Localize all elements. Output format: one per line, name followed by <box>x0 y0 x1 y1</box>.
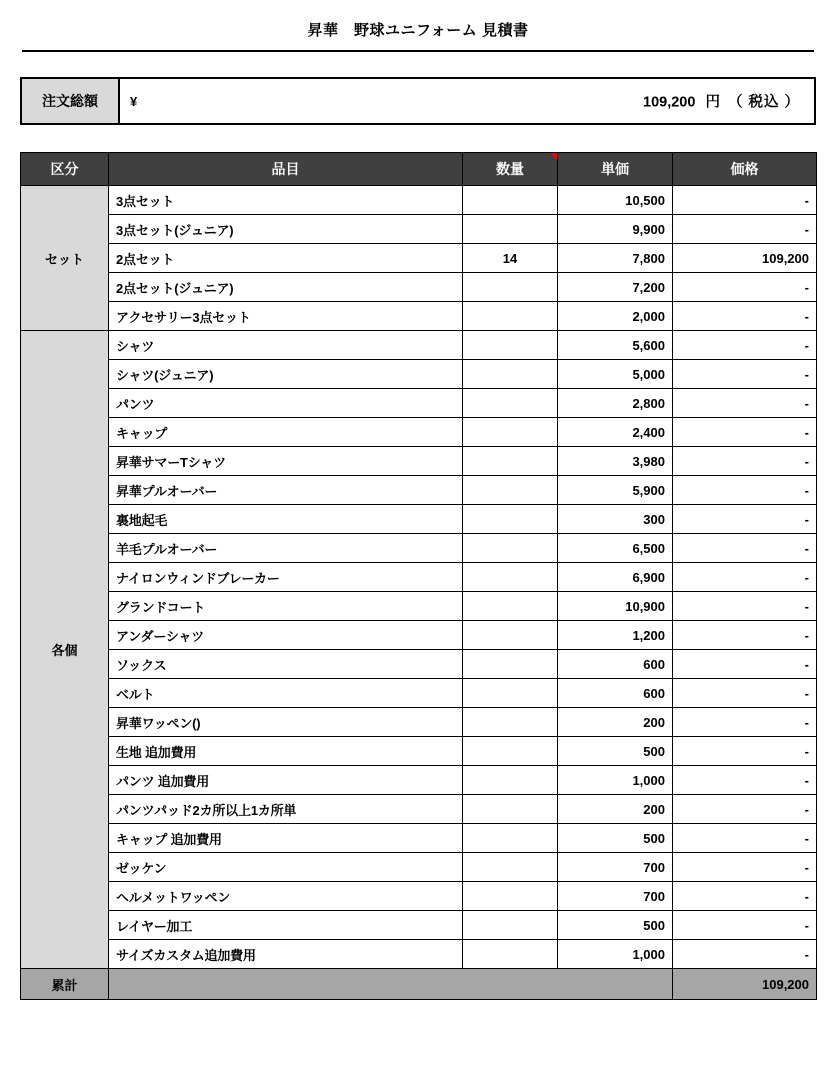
cell-unit-price: 3,980 <box>558 447 673 476</box>
table-row <box>21 650 817 679</box>
cell-item-name: キャップ 追加費用 <box>109 824 463 853</box>
order-total-section <box>20 77 816 125</box>
cell-price: - <box>673 940 817 969</box>
items-table-head <box>21 153 817 186</box>
grand-total-spacer <box>109 969 673 1000</box>
cell-price: - <box>673 621 817 650</box>
cell-unit-price: 9,900 <box>558 215 673 244</box>
cell-quantity[interactable] <box>463 186 558 215</box>
items-section <box>20 152 816 1000</box>
cell-price: - <box>673 215 817 244</box>
cell-price: - <box>673 650 817 679</box>
table-row <box>21 940 817 969</box>
cell-item-name: 昇華プルオーバー <box>109 476 463 505</box>
cell-unit-price: 500 <box>558 911 673 940</box>
cell-unit-price: 1,000 <box>558 940 673 969</box>
cell-unit-price: 700 <box>558 853 673 882</box>
column-header-suryo-label: 数量 <box>496 161 524 177</box>
cell-unit-price: 7,200 <box>558 273 673 302</box>
table-row <box>21 418 817 447</box>
cell-quantity[interactable] <box>463 360 558 389</box>
table-row <box>21 853 817 882</box>
order-total-table <box>20 77 816 125</box>
currency-symbol: ¥ <box>130 94 138 109</box>
document-header <box>0 0 836 52</box>
column-header-kakaku: 価格 <box>673 153 817 186</box>
cell-price: - <box>673 882 817 911</box>
cell-quantity[interactable] <box>463 418 558 447</box>
cell-unit-price: 1,200 <box>558 621 673 650</box>
cell-price: - <box>673 563 817 592</box>
cell-item-name: 2点セット <box>109 244 463 273</box>
items-table-body <box>21 186 817 1000</box>
cell-quantity[interactable] <box>463 215 558 244</box>
table-row <box>21 592 817 621</box>
cell-unit-price: 500 <box>558 824 673 853</box>
order-total-amount: 109,200 <box>643 94 696 111</box>
cell-item-name: パンツ 追加費用 <box>109 766 463 795</box>
cell-price: - <box>673 360 817 389</box>
cell-unit-price: 7,800 <box>558 244 673 273</box>
column-header-suryo <box>463 153 558 186</box>
cell-price: - <box>673 679 817 708</box>
cell-item-name: パンツ <box>109 389 463 418</box>
cell-price: - <box>673 911 817 940</box>
column-header-tanka: 単価 <box>558 153 673 186</box>
cell-quantity[interactable] <box>463 940 558 969</box>
table-row <box>21 621 817 650</box>
table-row <box>21 273 817 302</box>
grand-total-label: 累計 <box>21 969 109 1000</box>
cell-price: - <box>673 592 817 621</box>
cell-unit-price: 2,000 <box>558 302 673 331</box>
cell-price: - <box>673 186 817 215</box>
column-header-hinmoku: 品目 <box>109 153 463 186</box>
cell-item-name: 昇華ワッペン() <box>109 708 463 737</box>
table-row <box>21 389 817 418</box>
cell-unit-price: 5,000 <box>558 360 673 389</box>
cell-quantity[interactable] <box>463 650 558 679</box>
cell-item-name: サイズカスタム追加費用 <box>109 940 463 969</box>
cell-price: - <box>673 766 817 795</box>
cell-price: - <box>673 824 817 853</box>
group-label-kakko: 各個 <box>21 331 109 969</box>
items-table <box>20 152 817 1000</box>
cell-item-name: ヘルメットワッペン <box>109 882 463 911</box>
table-row <box>21 447 817 476</box>
cell-quantity[interactable] <box>463 302 558 331</box>
cell-unit-price: 600 <box>558 650 673 679</box>
cell-price: - <box>673 476 817 505</box>
table-row <box>21 563 817 592</box>
cell-price: - <box>673 331 817 360</box>
cell-quantity[interactable] <box>463 592 558 621</box>
table-row <box>21 331 817 360</box>
cell-quantity[interactable] <box>463 273 558 302</box>
cell-quantity[interactable] <box>463 621 558 650</box>
cell-quantity[interactable] <box>463 563 558 592</box>
cell-item-name: アクセサリー3点セット <box>109 302 463 331</box>
cell-item-name: 生地 追加費用 <box>109 737 463 766</box>
cell-quantity[interactable] <box>463 679 558 708</box>
cell-quantity[interactable] <box>463 476 558 505</box>
cell-item-name: 3点セット <box>109 186 463 215</box>
cell-item-name: ベルト <box>109 679 463 708</box>
cell-item-name: 3点セット(ジュニア) <box>109 215 463 244</box>
cell-unit-price: 200 <box>558 708 673 737</box>
cell-quantity[interactable] <box>463 331 558 360</box>
cell-unit-price: 5,900 <box>558 476 673 505</box>
cell-quantity[interactable] <box>463 824 558 853</box>
cell-quantity[interactable] <box>463 505 558 534</box>
table-row <box>21 766 817 795</box>
cell-quantity[interactable] <box>463 737 558 766</box>
cell-price: - <box>673 534 817 563</box>
cell-quantity[interactable] <box>463 766 558 795</box>
cell-item-name: レイヤー加工 <box>109 911 463 940</box>
table-row <box>21 360 817 389</box>
cell-price: - <box>673 737 817 766</box>
table-row <box>21 215 817 244</box>
table-row <box>21 244 817 273</box>
cell-quantity[interactable] <box>463 882 558 911</box>
title-divider <box>22 50 814 52</box>
cell-unit-price: 2,400 <box>558 418 673 447</box>
cell-unit-price: 6,500 <box>558 534 673 563</box>
group-label-set: セット <box>21 186 109 331</box>
cell-quantity[interactable] <box>463 534 558 563</box>
table-row <box>21 476 817 505</box>
cell-item-name: シャツ <box>109 331 463 360</box>
table-row <box>21 911 817 940</box>
order-total-tax-note: （ 税込 ） <box>727 94 800 111</box>
cell-price: - <box>673 447 817 476</box>
table-row <box>21 534 817 563</box>
cell-item-name: グランドコート <box>109 592 463 621</box>
cell-quantity[interactable] <box>463 389 558 418</box>
cell-price: - <box>673 708 817 737</box>
table-row <box>21 795 817 824</box>
cell-item-name: パンツパッド2カ所以上1カ所単 <box>109 795 463 824</box>
table-row <box>21 679 817 708</box>
grand-total-value: 109,200 <box>673 969 817 1000</box>
comment-marker-icon <box>550 153 557 160</box>
order-total-amount-group <box>643 91 800 112</box>
cell-item-name: ナイロンウィンドブレーカー <box>109 563 463 592</box>
cell-quantity[interactable] <box>463 447 558 476</box>
cell-item-name: キャップ <box>109 418 463 447</box>
table-row <box>21 882 817 911</box>
column-header-kubun: 区分 <box>21 153 109 186</box>
cell-item-name: アンダーシャツ <box>109 621 463 650</box>
cell-unit-price: 1,000 <box>558 766 673 795</box>
cell-item-name: 羊毛プルオーバー <box>109 534 463 563</box>
cell-quantity[interactable] <box>463 708 558 737</box>
cell-item-name: ソックス <box>109 650 463 679</box>
cell-price: - <box>673 273 817 302</box>
cell-price: - <box>673 418 817 447</box>
order-total-value-cell <box>119 78 815 124</box>
cell-unit-price: 10,900 <box>558 592 673 621</box>
cell-unit-price: 600 <box>558 679 673 708</box>
cell-item-name: シャツ(ジュニア) <box>109 360 463 389</box>
table-row <box>21 186 817 215</box>
cell-price: - <box>673 853 817 882</box>
cell-quantity[interactable] <box>463 795 558 824</box>
order-total-unit: 円 <box>705 94 720 111</box>
cell-unit-price: 200 <box>558 795 673 824</box>
cell-quantity[interactable] <box>463 911 558 940</box>
items-header-row <box>21 153 817 186</box>
cell-unit-price: 300 <box>558 505 673 534</box>
cell-unit-price: 500 <box>558 737 673 766</box>
table-row <box>21 824 817 853</box>
order-total-row <box>21 78 815 124</box>
cell-item-name: 2点セット(ジュニア) <box>109 273 463 302</box>
cell-quantity[interactable]: 14 <box>463 244 558 273</box>
cell-price: - <box>673 505 817 534</box>
cell-price: - <box>673 795 817 824</box>
cell-quantity[interactable] <box>463 853 558 882</box>
page-title: 昇華 野球ユニフォーム 見積書 <box>307 22 529 39</box>
cell-price: - <box>673 389 817 418</box>
cell-price: 109,200 <box>673 244 817 273</box>
cell-item-name: 裏地起毛 <box>109 505 463 534</box>
cell-item-name: ゼッケン <box>109 853 463 882</box>
table-row <box>21 708 817 737</box>
table-row <box>21 737 817 766</box>
grand-total-row <box>21 969 817 1000</box>
cell-unit-price: 6,900 <box>558 563 673 592</box>
table-row <box>21 302 817 331</box>
order-total-label: 注文総額 <box>21 78 119 124</box>
cell-item-name: 昇華サマーTシャツ <box>109 447 463 476</box>
cell-price: - <box>673 302 817 331</box>
table-row <box>21 505 817 534</box>
cell-unit-price: 700 <box>558 882 673 911</box>
cell-unit-price: 10,500 <box>558 186 673 215</box>
cell-unit-price: 2,800 <box>558 389 673 418</box>
cell-unit-price: 5,600 <box>558 331 673 360</box>
